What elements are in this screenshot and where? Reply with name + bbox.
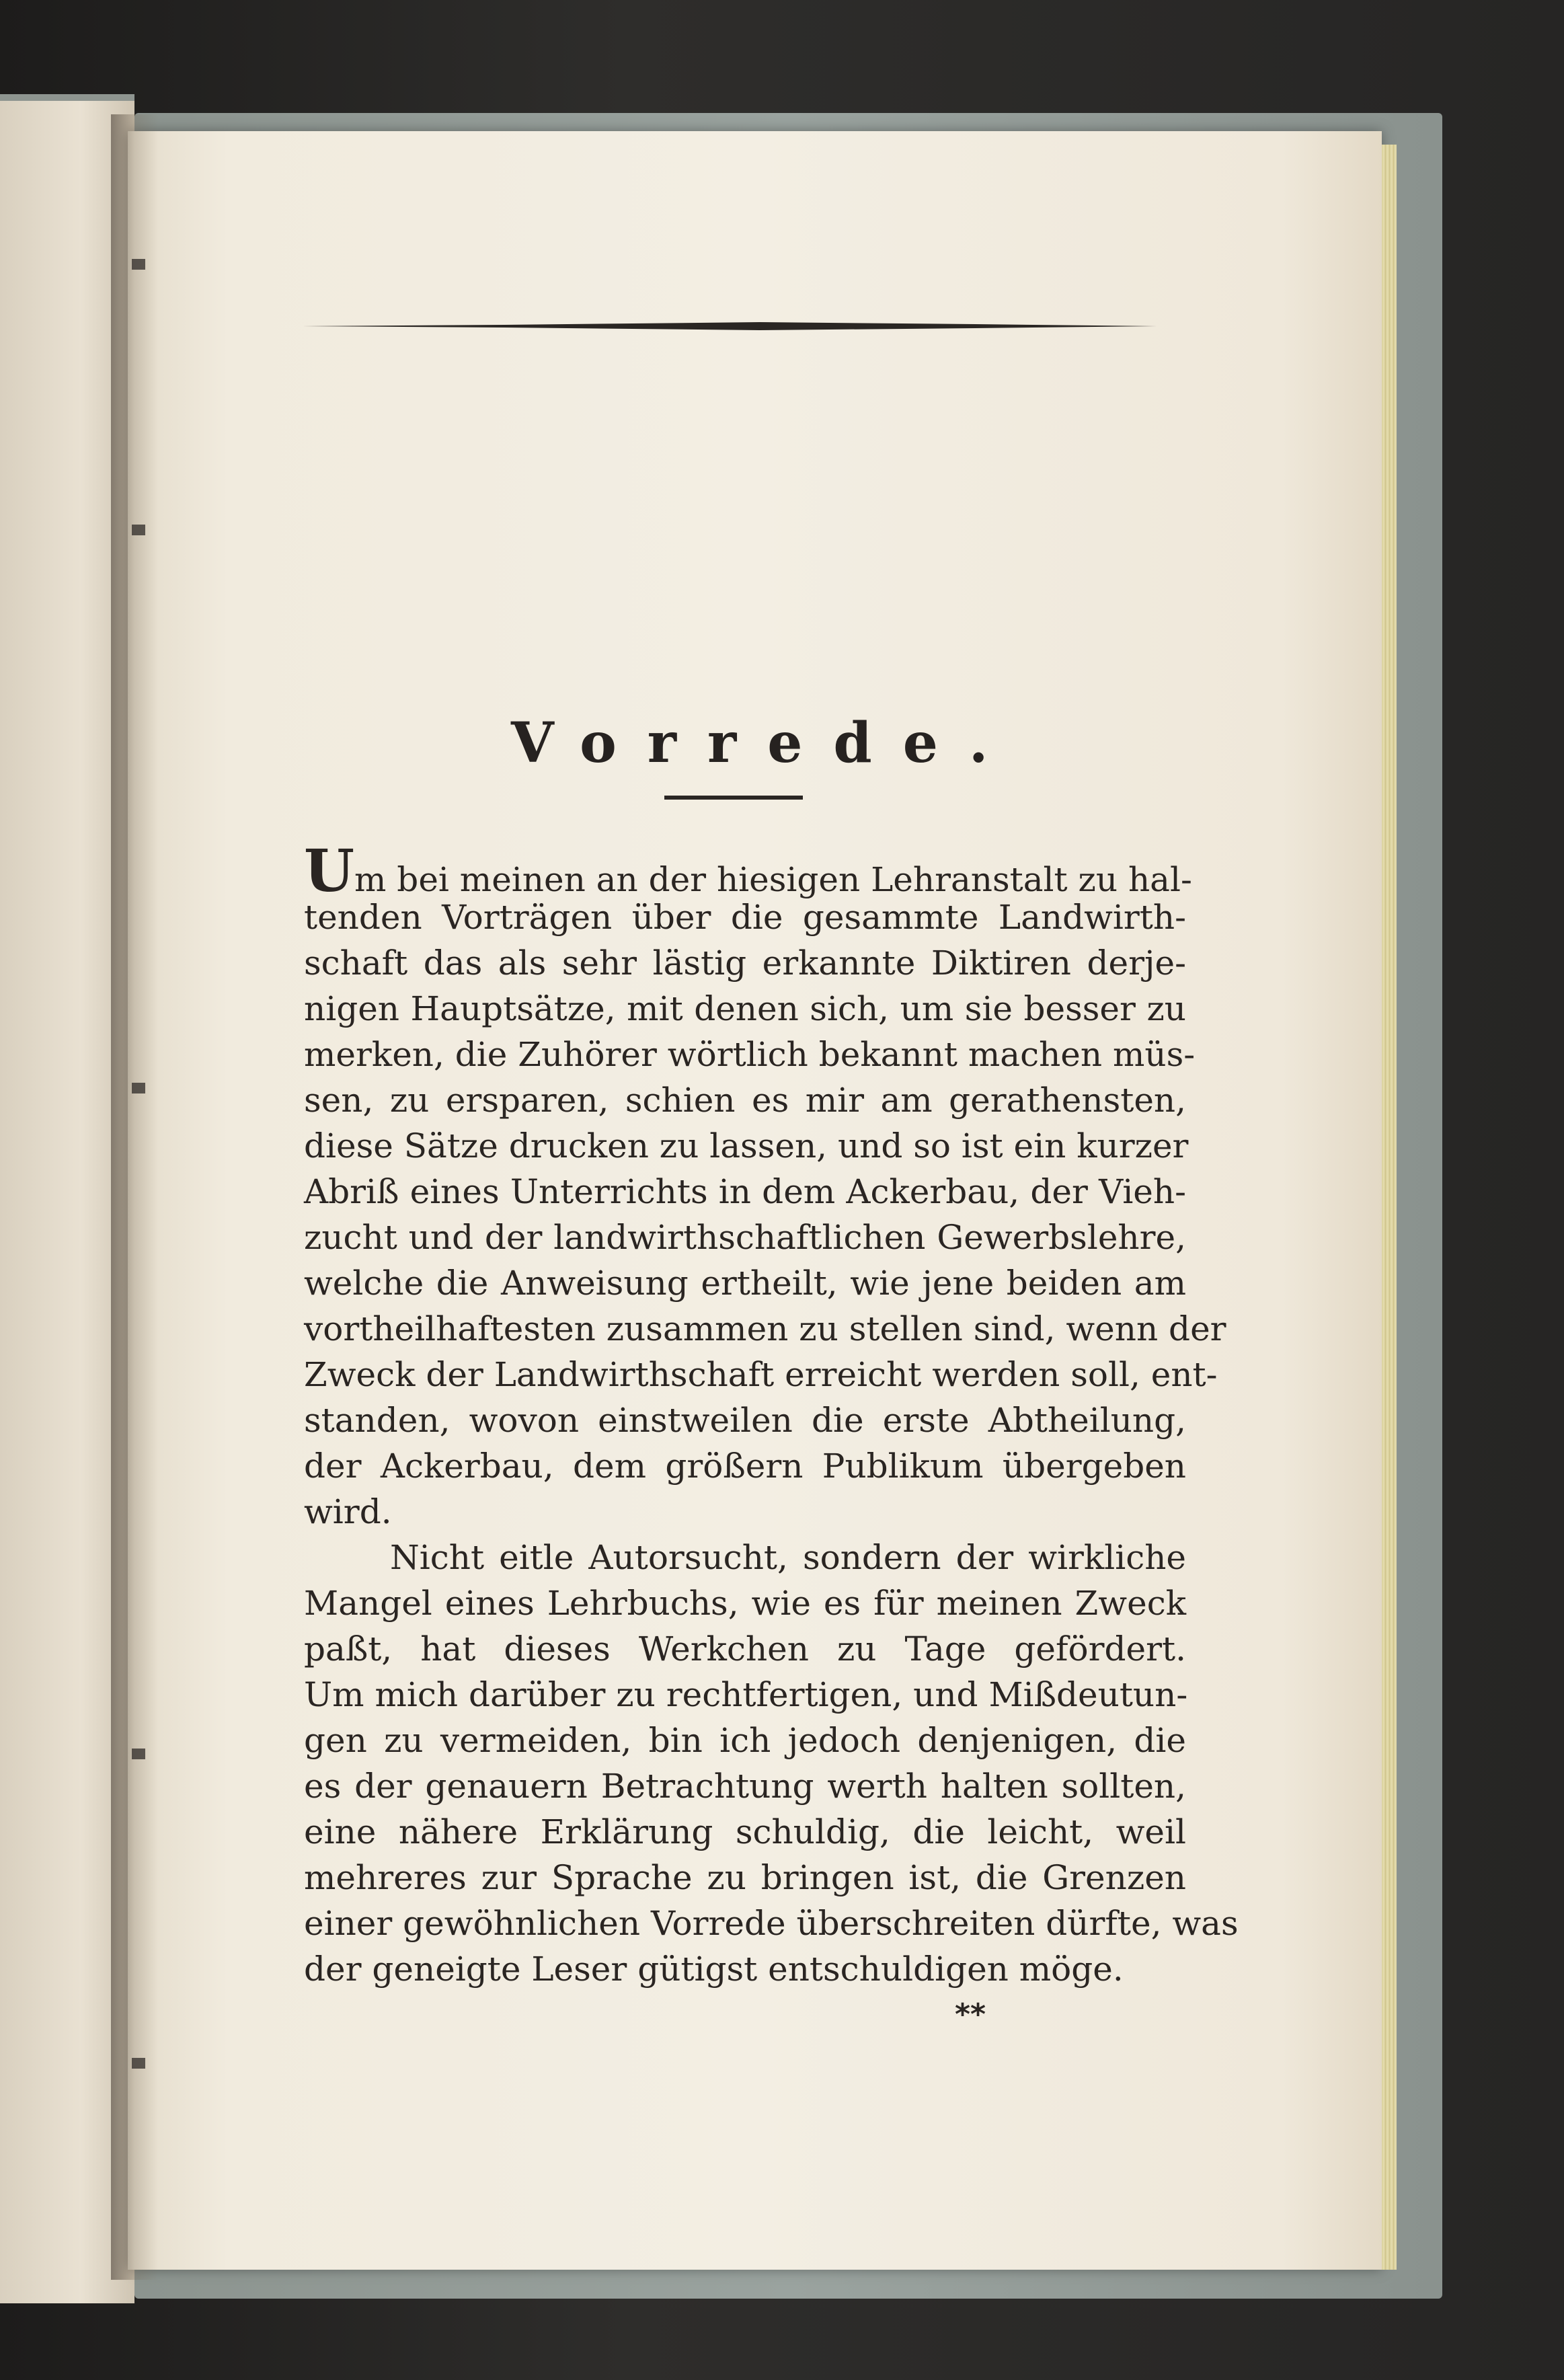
text-line: eine nähere Erklärung schuldig, die leicht, weil (304, 1812, 1186, 1851)
page-body (304, 837, 1239, 1992)
signature-mark: ** (955, 1997, 986, 2032)
page-title: Vorrede. (511, 711, 1019, 775)
text-line: diese Sätze drucken zu lassen, und so ist ein kurzer (304, 1126, 1189, 1165)
page-block-edge (1382, 145, 1397, 2270)
text-line: Mangel eines Lehrbuchs, wie es für meinen Zweck (304, 1584, 1186, 1623)
text-line: gen zu vermeiden, bin ich jedoch denjenigen, die (304, 1721, 1186, 1760)
header-rule (303, 321, 1157, 331)
binding-mark (132, 525, 145, 535)
binding-mark (132, 2058, 145, 2069)
text-line: mehreres zur Sprache zu bringen ist, die Grenzen (304, 1858, 1186, 1897)
text-line: Nicht eitle Autorsucht, sondern der wirkliche (390, 1538, 1186, 1577)
text-line: Zweck der Landwirthschaft erreicht werden soll, ent- (304, 1355, 1218, 1394)
text-line: sen, zu ersparen, schien es mir am gerathensten, (304, 1081, 1186, 1120)
text-line: Um mich darüber zu rechtfertigen, und Mißdeutun- (304, 1675, 1188, 1714)
text-line: standen, wovon einstweilen die erste Abtheilung, (304, 1401, 1186, 1440)
text-line: tenden Vorträgen über die gesammte Landwirth- (304, 898, 1186, 937)
text-line: nigen Hauptsätze, mit denen sich, um sie besser zu (304, 989, 1186, 1028)
text-line: Um bei meinen an der hiesigen Lehranstalt zu hal- (304, 837, 1192, 905)
paragraph-2 (304, 1535, 1239, 1992)
text-line: welche die Anweisung ertheilt, wie jene beiden am (304, 1264, 1186, 1303)
paragraph-1 (304, 837, 1226, 1535)
text-line: wird. (304, 1492, 392, 1531)
text-line: vortheilhaftesten zusammen zu stellen sind, wenn der (304, 1309, 1226, 1348)
binding-mark (132, 1749, 145, 1759)
text-line: merken, die Zuhörer wörtlich bekannt machen müs- (304, 1035, 1196, 1074)
text-line: es der genauern Betrachtung werth halten sollten, (304, 1767, 1186, 1806)
text-line: einer gewöhnlichen Vorrede überschreiten dürfte, was (304, 1904, 1239, 1943)
text-line: der geneigte Leser gütigst entschuldigen möge. (304, 1950, 1124, 1989)
text-line: zucht und der landwirthschaftlichen Gewerbslehre, (304, 1218, 1186, 1257)
title-underline (664, 796, 803, 800)
text-line: schaft das als sehr lästig erkannte Diktiren derje- (304, 944, 1186, 983)
drop-capital: U (304, 837, 354, 905)
book-gutter (111, 114, 158, 2280)
text-line: paßt, hat dieses Werkchen zu Tage gefördert. (304, 1629, 1186, 1668)
binding-mark (132, 259, 145, 270)
text-line: der Ackerbau, dem größern Publikum übergeben (304, 1447, 1186, 1486)
binding-mark (132, 1083, 145, 1093)
text-line: Abriß eines Unterrichts in dem Ackerbau, der Vieh- (304, 1172, 1186, 1211)
